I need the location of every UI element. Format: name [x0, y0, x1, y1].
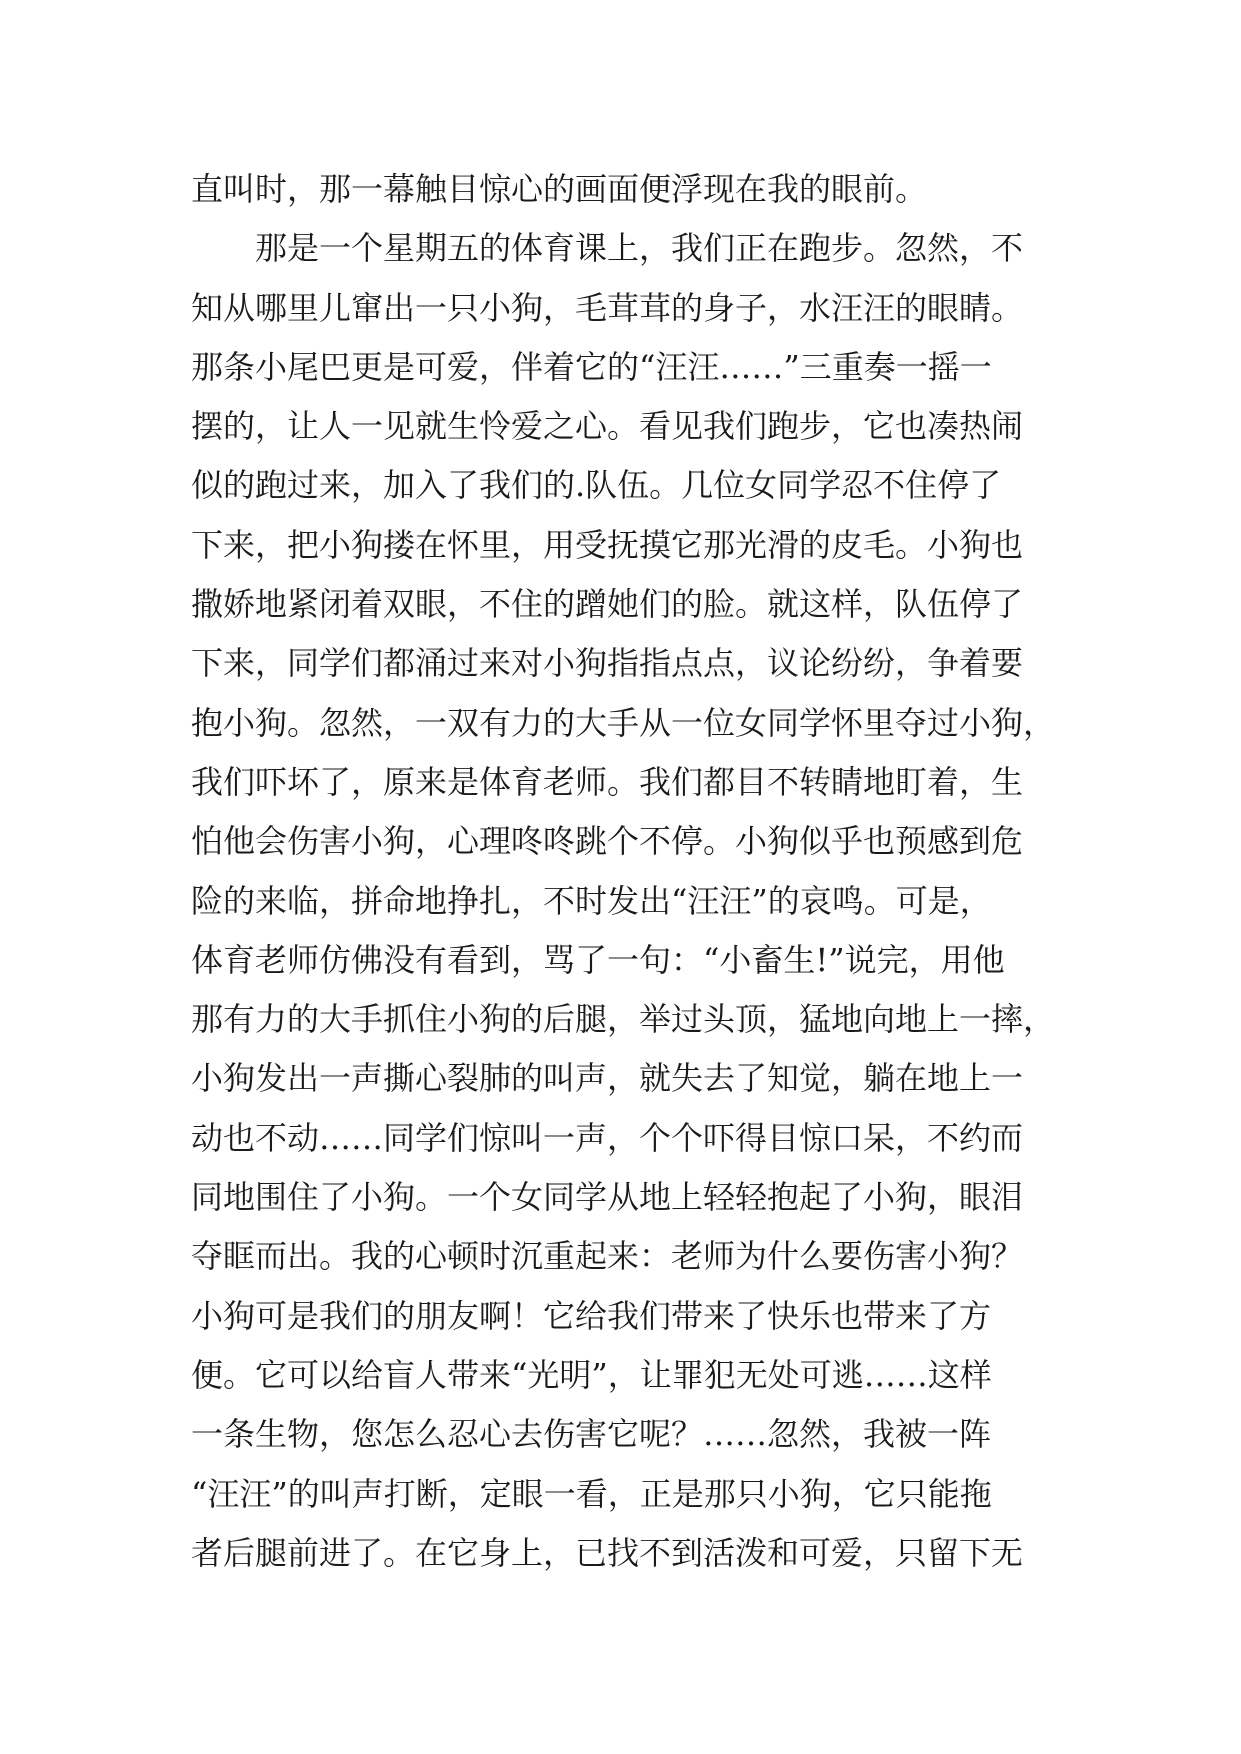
text-line: 小狗可是我们的朋友啊！它给我们带来了快乐也带来了方	[191, 1296, 992, 1335]
text-line: 便。它可以给盲人带来“光明”，让罪犯无处可逃……这样	[191, 1355, 992, 1394]
text-line: 直叫时，那一幕触目惊心的画面便浮现在我的眼前。	[191, 170, 928, 208]
text-line: 我们吓坏了，原来是体育老师。我们都目不转睛地盯着，生	[191, 762, 1024, 801]
text-line: 那是一个星期五的体育课上，我们正在跑步。忽然，不	[191, 229, 1024, 268]
body-text	[191, 160, 1071, 1583]
text-line: 体育老师仿佛没有看到，骂了一句：“小畜生!”说完，用他	[191, 940, 1005, 979]
text-line: 摆的，让人一见就生怜爱之心。看见我们跑步，它也凑热闹	[191, 407, 1024, 446]
text-line: 下来，把小狗搂在怀里，用受抚摸它那光滑的皮毛。小狗也	[191, 525, 1024, 564]
text-line: “汪汪”的叫声打断，定眼一看，正是那只小狗，它只能拖	[191, 1474, 992, 1513]
text-line: 一条生物，您怎么忍心去伤害它呢？……忽然，我被一阵	[191, 1415, 992, 1454]
text-line: 似的跑过来，加入了我们的.队伍。几位女同学忍不住停了	[191, 466, 1002, 505]
text-line: 那有力的大手抓住小狗的后腿，举过头顶，猛地向地上一摔，	[191, 1000, 1056, 1039]
text-line: 者后腿前进了。在它身上，已找不到活泼和可爱，只留下无	[191, 1533, 1024, 1572]
text-line: 怕他会伤害小狗，心理咚咚跳个不停。小狗似乎也预感到危	[191, 822, 1024, 861]
text-line: 下来，同学们都涌过来对小狗指指点点，议论纷纷，争着要	[191, 644, 1024, 683]
text-line: 险的来临，拼命地挣扎，不时发出“汪汪”的哀鸣。可是，	[191, 881, 992, 920]
text-line: 那条小尾巴更是可爱，伴着它的“汪汪……”三重奏一摇一	[191, 347, 992, 386]
text-line: 夺眶而出。我的心顿时沉重起来：老师为什么要伤害小狗？	[191, 1237, 1024, 1276]
text-line: 同地围住了小狗。一个女同学从地上轻轻抱起了小狗，眼泪	[191, 1178, 1024, 1217]
text-line: 撒娇地紧闭着双眼，不住的蹭她们的脸。就这样，队伍停了	[191, 585, 1024, 624]
text-line: 抱小狗。忽然，一双有力的大手从一位女同学怀里夺过小狗，	[191, 703, 1056, 742]
text-line: 动也不动……同学们惊叫一声，个个吓得目惊口呆，不约而	[191, 1118, 1024, 1157]
text-line: 小狗发出一声撕心裂肺的叫声，就失去了知觉，躺在地上一	[191, 1059, 1024, 1098]
text-line: 知从哪里儿窜出一只小狗，毛茸茸的身子，水汪汪的眼睛。	[191, 288, 1024, 327]
